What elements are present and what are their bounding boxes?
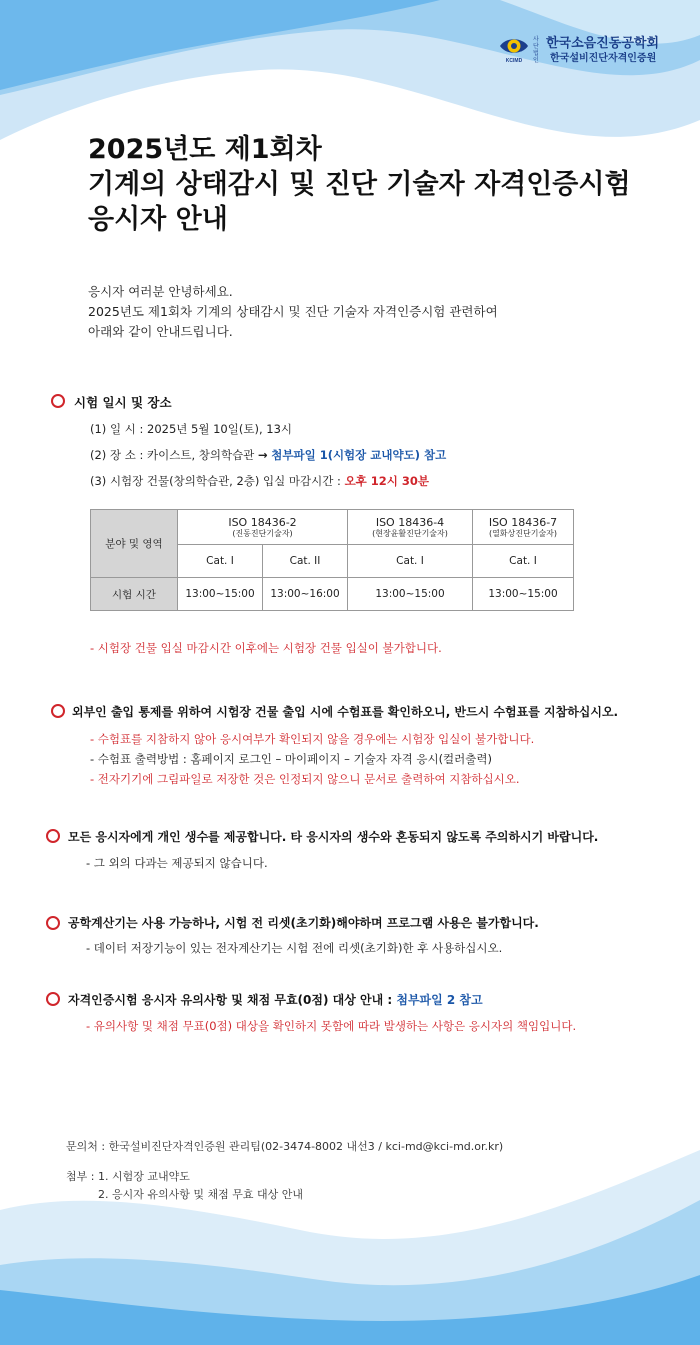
intro-text [88, 282, 498, 342]
ticket-note-2: - 수험표 출력방법 : 홈페이지 로그인 – 마이페이지 – 기술자 자격 응시(컬러출력) [90, 752, 492, 766]
deadline-prefix: (3) 시험장 건물(창의학습관, 2층) 입실 마감시간 : [90, 474, 341, 488]
group-subtitle: (현장윤활진단기술자) [372, 528, 448, 538]
table-group-cell [348, 510, 473, 545]
organization-logo [498, 32, 688, 64]
exam-date-line: (1) 일 시 : 2025년 5월 10일(토), 13시 [90, 422, 292, 436]
calculator-note-1: - 데이터 저장기능이 있는 전자계산기는 시험 전에 리셋(초기화)한 후 사용하십시오. [86, 941, 503, 955]
intro-line-3: 아래와 같이 안내드립니다. [88, 324, 233, 339]
section-bullet-icon [51, 394, 65, 408]
table-cell-time: 13:00~15:00 [178, 578, 263, 611]
entry-deadline-line [90, 473, 429, 489]
table-cell-category: Cat. II [263, 545, 348, 578]
title-line-3: 응시자 안내 [88, 204, 228, 235]
table-cell-category: Cat. I [348, 545, 473, 578]
group-name: ISO 18436-4 [375, 515, 445, 529]
group-subtitle: (진동진단기술자) [232, 528, 293, 538]
ticket-note-3: - 전자기기에 그림파일로 저장한 것은 인정되지 않으니 문서로 출력하여 지참하십시오. [90, 772, 520, 786]
attachment-2-reference: 첨부파일 2 참고 [396, 993, 483, 1007]
logo-sub-label: 사단법인 [533, 36, 539, 64]
section-bullet-icon [51, 704, 65, 718]
title-line-1: 2025년도 제1회차 [88, 134, 322, 165]
table-cell-category: Cat. I [178, 545, 263, 578]
contact-line: 문의처 : 한국설비진단자격인증원 관리팀(02-3474-8002 내선3 / kci-md@kci-md.or.kr) [66, 1140, 504, 1153]
ticket-note-1: - 수험표를 지참하지 않아 응시여부가 확인되지 않을 경우에는 시험장 입실이 불가합니다. [90, 732, 535, 746]
section-bullet-icon [46, 992, 60, 1006]
section-heading-schedule: 시험 일시 및 장소 [74, 395, 172, 410]
section-bullet-icon [46, 829, 60, 843]
section-heading-water: 모든 응시자에게 개인 생수를 제공합니다. 타 응시자의 생수와 혼동되지 않도록 주의하시기 바랍니다. [68, 830, 599, 844]
logo-mark-text: KCIMD [505, 58, 523, 64]
footer-contact [66, 1138, 503, 1204]
table-group-cell [473, 510, 574, 545]
group-name: ISO 18436-7 [488, 515, 558, 529]
logo-org-subname: 한국설비진단자격인증원 [550, 53, 657, 64]
exam-place-line [90, 447, 446, 463]
arrow-icon: → [257, 448, 268, 462]
section-heading-precautions [68, 991, 483, 1008]
table-cell-time: 13:00~15:00 [473, 578, 574, 611]
group-subtitle: (열화상진단기술자) [488, 528, 558, 538]
page-title [88, 132, 631, 237]
table-cell-category: Cat. I [473, 545, 574, 578]
section-heading-admission-ticket: 외부인 출입 통제를 위하여 시험장 건물 출입 시에 수험표를 확인하오니, 반드시 수험표를 지참하십시오. [72, 705, 619, 719]
intro-line-1: 응시자 여러분 안녕하세요. [88, 284, 233, 299]
intro-line-2: 2025년도 제1회차 기계의 상태감시 및 진단 기술자 자격인증시험 관련하여 [88, 304, 498, 319]
attachment-1-reference: 첨부파일 1(시험장 교내약도) 참고 [271, 448, 447, 462]
table-cell-time: 13:00~15:00 [348, 578, 473, 611]
title-line-2: 기계의 상태감시 및 진단 기술자 자격인증시험 [88, 169, 631, 200]
section-bullet-icon [46, 916, 60, 930]
table-row-header-field: 분야 및 영역 [91, 510, 178, 578]
attachment-line-2: 2. 응시자 유의사항 및 채점 무효 대상 안내 [98, 1188, 303, 1201]
logo-org-name: 한국소음진동공학회 [546, 36, 660, 51]
attachment-line-1: 첨부 : 1. 시험장 교내약도 [66, 1170, 190, 1183]
section-heading-calculator: 공학계산기는 사용 가능하나, 시험 전 리셋(초기화)해야하며 프로그램 사용은 불가합니다. [68, 916, 539, 930]
table-row-header-time: 시험 시간 [91, 578, 178, 611]
kcimd-eye-logo-icon [498, 32, 530, 64]
table-cell-time: 13:00~16:00 [263, 578, 348, 611]
table-row [91, 578, 574, 611]
table-group-cell [178, 510, 348, 545]
table-row [91, 510, 574, 545]
deadline-warning-note: - 시험장 건물 입실 마감시간 이후에는 시험장 건물 입실이 불가합니다. [90, 641, 442, 655]
exam-schedule-table [90, 509, 574, 611]
water-note-1: - 그 외의 다과는 제공되지 않습니다. [86, 856, 268, 870]
group-name: ISO 18436-2 [228, 515, 297, 529]
deadline-time: 오후 12시 30분 [344, 474, 430, 488]
precautions-heading-text: 자격인증시험 응시자 유의사항 및 채점 무효(0점) 대상 안내 : [68, 993, 393, 1007]
place-prefix: (2) 장 소 : 카이스트, 창의학습관 [90, 448, 255, 462]
precautions-note-1: - 유의사항 및 채점 무표(0점) 대상을 확인하지 못함에 따라 발생하는 사항은 응시자의 책임입니다. [86, 1019, 577, 1033]
